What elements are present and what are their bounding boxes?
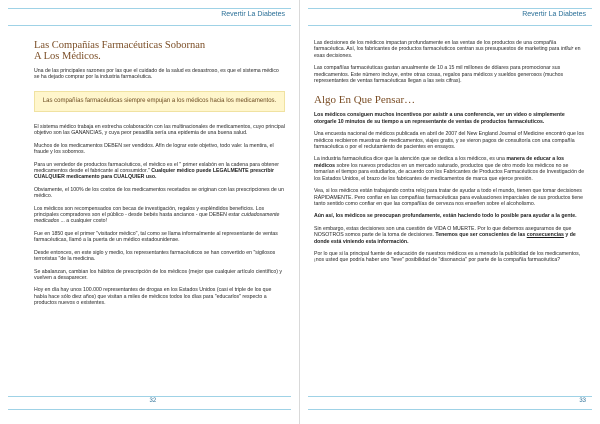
right-footer: [308, 396, 592, 410]
paragraph-bold: [314, 213, 586, 219]
p8-bold-underline: consecuencias: [526, 232, 564, 239]
reward-end-text: ... a cualquier costo!: [60, 218, 107, 225]
callout-box: [34, 91, 285, 112]
page-number: 33: [579, 398, 586, 404]
p1-italic: influir: [560, 46, 574, 53]
left-footer: [8, 396, 291, 410]
sales-bold-text: Cualquier médico puede LEGALMENTE prescribir CUALQUIER medicamento para CUALQUIER uso.: [34, 168, 274, 181]
paragraph: Por lo que si la principal fuente de educación de nuestros médicos es a menudo la publicidad de los medicamentos, ¡nos usted que podría haber uno "leve" posibilidad de "disonancia" por parte de la compañía farmacéutica?: [314, 250, 581, 264]
title-line-1: Las Compañías Farmacéuticas Sobornan: [34, 40, 206, 51]
p5-bold: manera de educar a los médicos: [314, 156, 565, 169]
subsection-title: Algo En Que Pensar…: [314, 94, 416, 107]
paragraph: [314, 40, 586, 59]
paragraph-bold: [314, 112, 586, 125]
p5-start: La industria farmacéutica dice que la atención que se dedica a los médicos, es una: [314, 156, 505, 163]
right-page: [300, 0, 600, 424]
p8-text: Sin embargo, estas decisiones son una cuestión de VIDA O MUERTE. Por lo que debemos asegurarnos de que NOSOTROS somos parte de la toma de decisiones.: [314, 225, 572, 239]
paragraph-sales: [34, 162, 285, 181]
paragraph: Desde entonces, en este siglo y medio, los representantes farmacéuticos se han convertido en "sigilosos terroristas "de la medicina.: [34, 249, 276, 263]
intro-paragraph: Una de las principales razones por las que el cuidado de la salud es desastroso, es que el sistema médico se ha dejado comprar por la industria farmacéutica.: [34, 68, 279, 81]
section-title: [34, 40, 285, 62]
sales-text: Para un vendedor de productos farmacéuticos, el médico es el " primer eslabón en la cadena para obtener medicamentos desde el fabricante al consumidor.": [34, 161, 279, 175]
p1-end: en esas decisiones.: [314, 46, 581, 59]
p8-bold-1: Tenemos que ser conscientes de las: [435, 232, 526, 239]
paragraph: [314, 156, 586, 182]
callout-text: Las compañías farmacéuticas siempre empujan a los médicos hacia los medicamentos.: [42, 97, 277, 104]
right-content: [314, 40, 586, 394]
title-line-2: A Los Médicos.: [34, 51, 101, 62]
paragraph: Una encuesta nacional de médicos publicada en abril de 2007 del New England Journal of Medicine encontró que los médicos recibieron muestras de medicamentos, viajes gratis, y se vieron pagos de consultoría con una compañía farmacéutica o por el reclutamiento de pacientes en ensayos.: [314, 131, 584, 151]
paragraph: [314, 226, 586, 245]
reward-text: Los médicos son recompensados con becas de investigación, regalos y espléndidos beneficios. Los principales compradores son el público - desde bebés hasta ancianos - que DEBEN estar: [34, 205, 265, 219]
right-header: [308, 8, 592, 26]
header-title: Revertir La Diabetes: [522, 11, 586, 18]
paragraph: Las compañías farmacéuticas gastan anualmente de 10 a 15 mil millones de dólares para promocionar sus medicamentos. Este número incluye, entre otras cosas, regalos para médicos y sueldos generosos (muchos representantes de ventas farmacéuticas llegan a las seis cifras).: [314, 65, 564, 85]
p8-bold-2: y de donde está viniendo esta información.: [314, 232, 576, 245]
p5-end: sobre los nuevos productos en un mercado saturado, productos que de otro modo los médicos no se tomarían el tiempo para estudiarlos, de acuerdo con los Fabricantes de Productos Farmacéuticos de Investigación de los Estados Unidos, el brazo de los fabricantes de medicamentos de marca que ejerce presión.: [314, 162, 585, 182]
paragraph-reward: [34, 206, 285, 225]
paragraph: Hoy en día hay unos 100.000 representantes de drogas en los Estados Unidos (casi el triple de los que había hace sólo diez años) que visitan a miles de médicos todos los días para "educarlos" respecto a productos nuevos o existentes.: [34, 287, 272, 307]
paragraph: Obviamente, el 100% de los costos de los medicamentos recetados se originan con las prescripciones de un médico.: [34, 186, 285, 200]
reward-italic-text: cuidadosamente medicados: [34, 212, 280, 225]
paragraph: Vea, si los médicos están trabajando contra reloj para tratar de ayudar a todo el mundo, tienen que tomar decisiones RÁPIDAMENTE. Pero confiar en las compañías farmacéuticas para evaluaciones imparciales de sus productos tiene tanto sentido como confiar en que las compañías de cerveza nos enseñen sobre el alcoholismo.: [314, 188, 584, 207]
left-content: [34, 40, 285, 394]
paragraph: Se abalanzan, cambian los hábitos de prescripción de los médicos (mejor que cualquier artículo científico) y vuelven a desaparecer.: [34, 268, 282, 281]
header-title: Revertir La Diabetes: [221, 11, 285, 18]
p3-bold: Los médicos consiguen muchos incentivos por asistir a una conferencia, ver un video o simplemente otorgarle 10 minutos de su tiempo a un representante de ventas de productos farmacéuticos.: [314, 112, 565, 125]
p1-text: Las decisiones de los médicos impactan profundamente en las ventas de los productos de una compañía farmacéutica. Así, los fabricantes de productos farmacéuticos centran sus presupuestos de marketing para: [314, 40, 560, 53]
left-header: [8, 8, 291, 26]
p7-bold: Aún así, los médicos se preocupan profundamente, están haciendo todo lo posible para ayudar a la gente.: [314, 213, 577, 220]
paragraph: Muchos de los medicamentos DEBEN ser vendidos. Afín de lograr este objetivo, todo vale: la mentira, el fraude y los sobornos.: [34, 142, 274, 156]
paragraph: El sistema médico trabaja en estrecha colaboración con las multinacionales de medicamentos, cuyo principal objetivo son las GANANCIAS, y cuya peor pesadilla sería una epidemia de una buena salud.: [34, 124, 285, 137]
page-number: 32: [149, 398, 157, 404]
paragraph: Fue en 1850 que el primer "visitador médico", tal como se llama informalmente al representante de ventas farmacéuticas, llamó a la puerta de un médico estadounidense.: [34, 230, 278, 244]
